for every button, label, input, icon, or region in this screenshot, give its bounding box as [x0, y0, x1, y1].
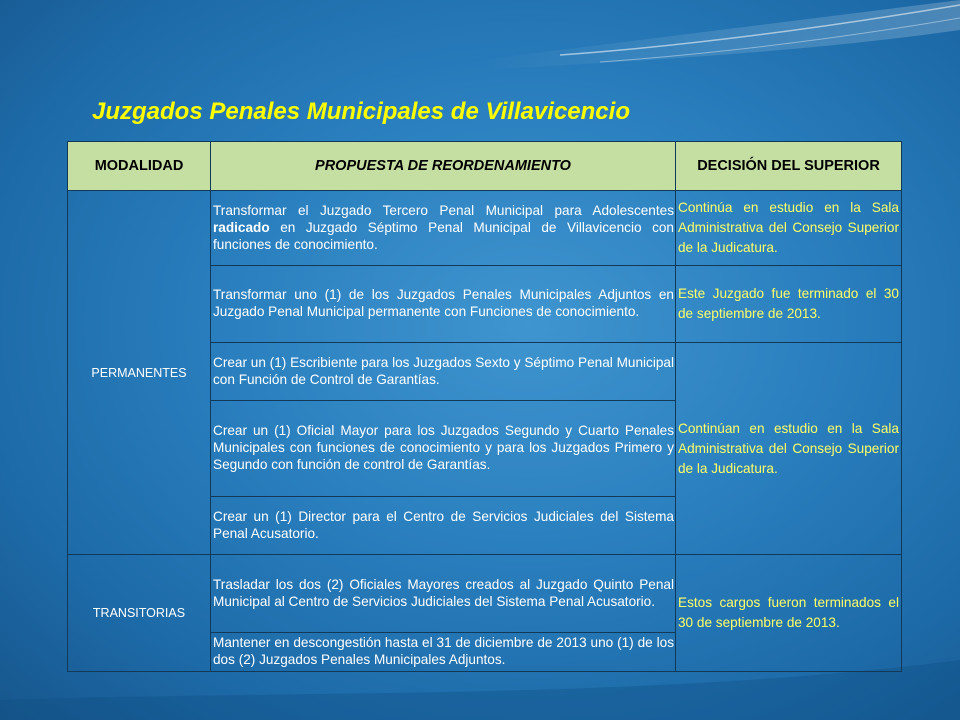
proposal-cell: Crear un (1) Oficial Mayor para los Juzgados Segundo y Cuarto Penales Municipales con funciones de conocimiento y para los Juzgados Primero y Segundo con función de control de Garantías. [211, 401, 676, 497]
table-header-row [68, 142, 902, 191]
decision-cell: Este Juzgado fue terminado el 30 de septiembre de 2013. [676, 266, 902, 343]
group-transitorias: TRANSITORIAS [68, 555, 211, 672]
proposal-cell: Transformar uno (1) de los Juzgados Penales Municipales Adjuntos en Juzgado Penal Municipal permanente con Funciones de conocimiento. [211, 266, 676, 343]
decision-cell: Continúa en estudio en la Sala Administrativa del Consejo Superior de la Judicatura. [676, 191, 902, 266]
proposal-bold-word: radicado [213, 219, 270, 235]
reorganization-table [67, 141, 902, 672]
proposal-cell: Crear un (1) Escribiente para los Juzgados Sexto y Séptimo Penal Municipal con Función de Control de Garantías. [211, 343, 676, 401]
table-row [68, 555, 902, 633]
proposal-cell [211, 191, 676, 266]
proposal-text: Transformar el Juzgado Tercero Penal Municipal para Adolescentes [213, 202, 674, 218]
proposal-cell: Trasladar los dos (2) Oficiales Mayores creados al Juzgado Quinto Penal Municipal al Centro de Servicios Judiciales del Sistema Penal Acusatorio. [211, 555, 676, 633]
header-propuesta: PROPUESTA DE REORDENAMIENTO [211, 142, 676, 191]
proposal-cell: Crear un (1) Director para el Centro de Servicios Judiciales del Sistema Penal Acusatorio. [211, 497, 676, 555]
group-permanentes: PERMANENTES [68, 191, 211, 555]
proposal-text: en Juzgado Séptimo Penal Municipal de Villavicencio con funciones de conocimiento. [213, 219, 674, 252]
decision-cell: Continúan en estudio en la Sala Administrativa del Consejo Superior de la Judicatura. [676, 343, 902, 555]
table-row [68, 191, 902, 266]
proposal-cell: Mantener en descongestión hasta el 31 de diciembre de 2013 uno (1) de los dos (2) Juzgados Penales Municipales Adjuntos. [211, 633, 676, 672]
page-title: Juzgados Penales Municipales de Villavicencio [92, 98, 630, 125]
header-decision: DECISIÓN DEL SUPERIOR [676, 142, 902, 191]
decision-cell: Estos cargos fueron terminados el 30 de septiembre de 2013. [676, 555, 902, 672]
header-modalidad: MODALIDAD [68, 142, 211, 191]
